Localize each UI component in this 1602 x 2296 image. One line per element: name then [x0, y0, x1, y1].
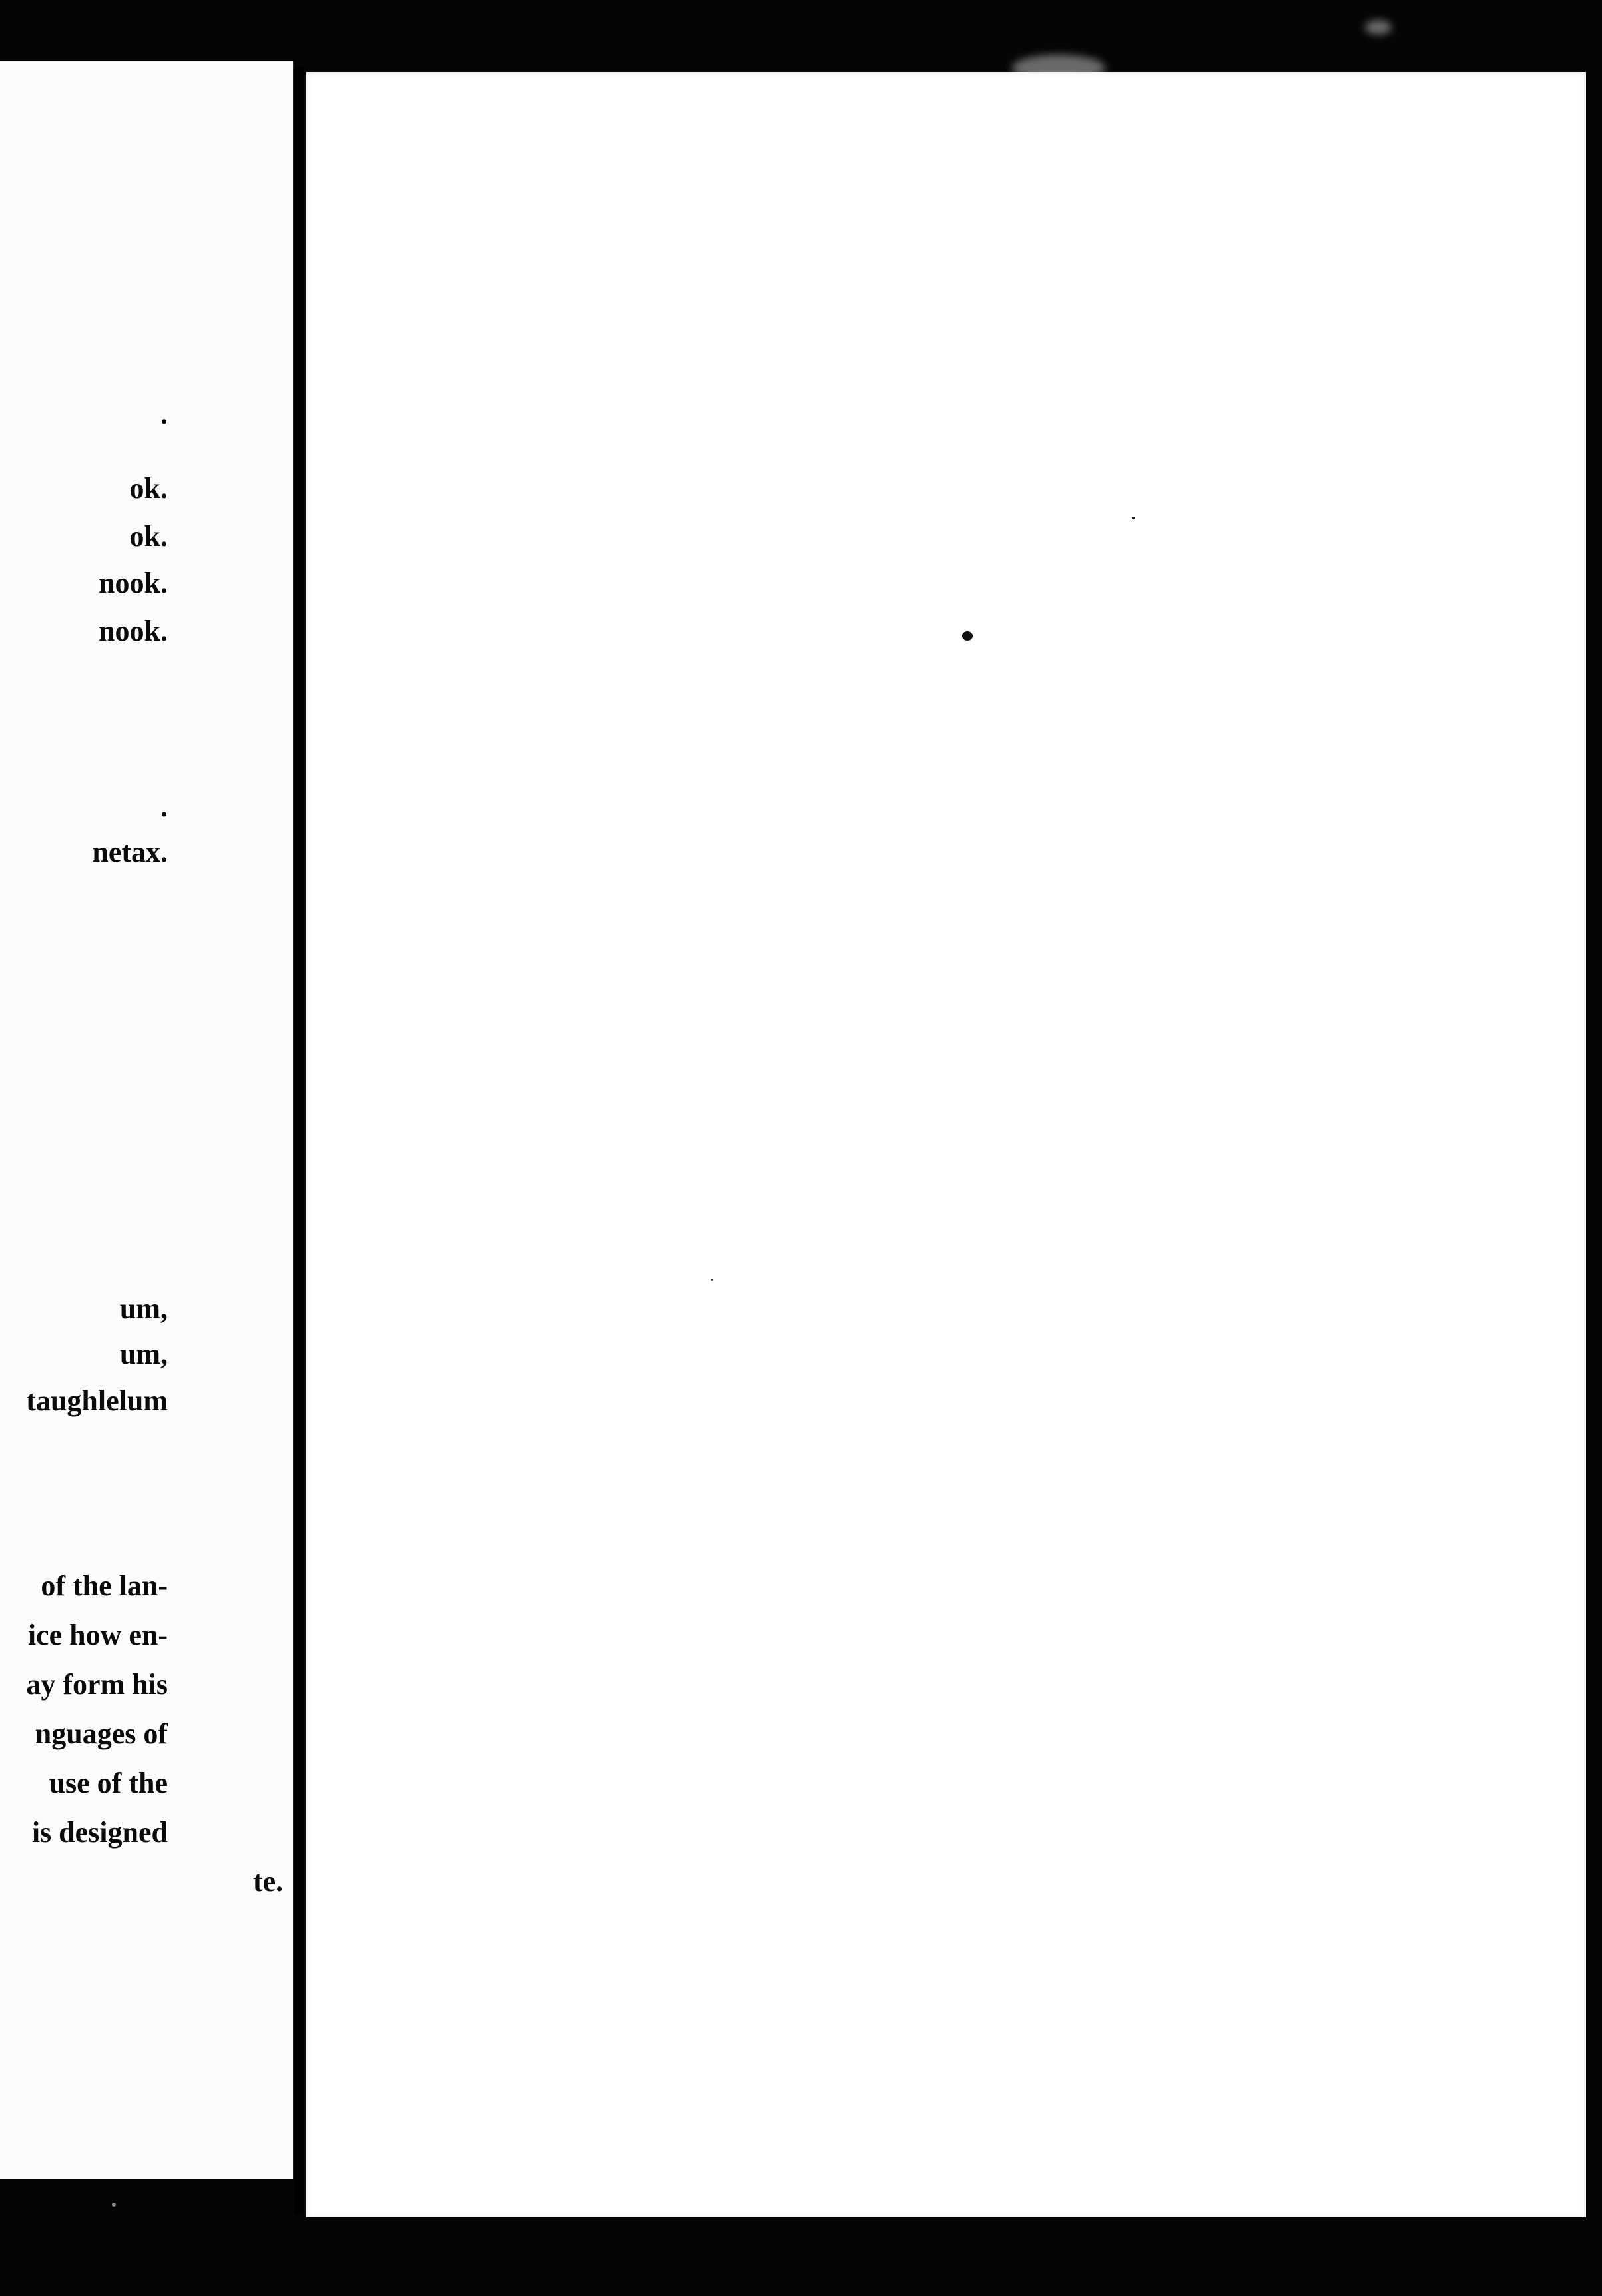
ink-speck — [1132, 517, 1135, 519]
ink-speck — [962, 631, 973, 641]
text-fragment: nook. — [99, 567, 168, 599]
text-fragment: um, — [119, 1338, 168, 1370]
paragraph-line: of the lan- — [41, 1570, 168, 1602]
paragraph-line: use of the — [49, 1767, 168, 1799]
text-fragment: . — [160, 398, 168, 430]
text-fragment: netax. — [92, 836, 168, 868]
paragraph-line: is designed — [31, 1816, 168, 1849]
text-fragment: ok. — [129, 520, 168, 553]
text-fragment: ok. — [129, 472, 168, 505]
right-page-blank — [305, 72, 1586, 2217]
paragraph-line: ice how en- — [27, 1619, 168, 1651]
page-gutter — [294, 67, 304, 2214]
paragraph-line: nguages of — [35, 1717, 168, 1750]
ink-speck — [112, 2203, 116, 2207]
text-fragment: . — [160, 790, 168, 823]
text-fragment: taughlelum — [26, 1384, 168, 1417]
paragraph-fragment — [0, 1562, 284, 1906]
text-fragment: nook. — [99, 615, 168, 647]
text-fragment: um, — [119, 1292, 168, 1325]
ink-speck — [711, 1279, 713, 1281]
paragraph-line: te. — [253, 1865, 284, 1898]
paragraph-line: ay form his — [26, 1668, 168, 1701]
left-page — [0, 61, 294, 2179]
top-smudge-small — [1365, 20, 1392, 35]
